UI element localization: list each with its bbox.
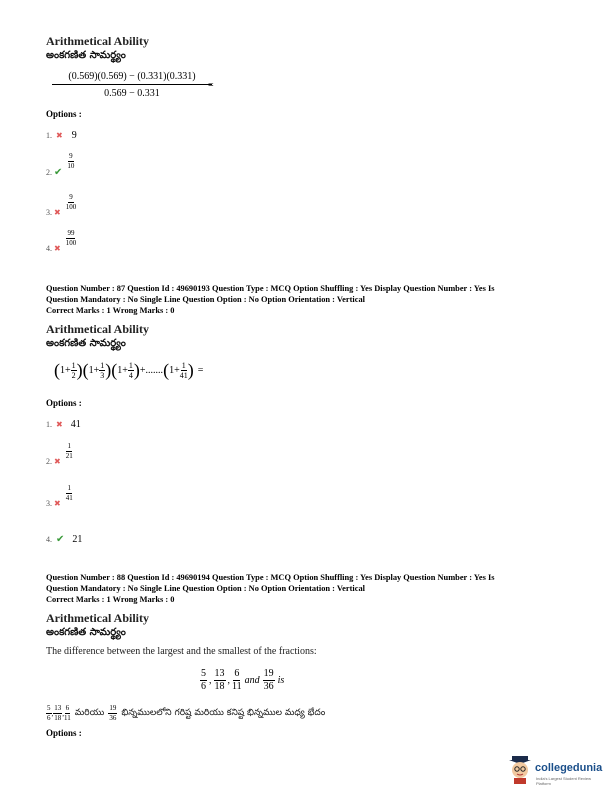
fraction-denominator: 21: [65, 452, 73, 460]
fraction-numerator: 1: [71, 361, 76, 370]
meta-line: Question Number : 88 Question Id : 49690194 Question Type : MCQ Option Shuffling : Yes Display Question Number : Yes Is: [46, 573, 495, 582]
meta-line: Question Mandatory : No Single Line Question Option : No Option Orientation : Vertical: [46, 295, 365, 304]
and-word: and: [244, 675, 260, 686]
term-one: 1: [88, 365, 94, 376]
option-number: 2.: [46, 168, 52, 177]
meta-line: Question Number : 87 Question Id : 49690193 Question Type : MCQ Option Shuffling : Yes Display Question Number : Yes Is: [46, 284, 495, 293]
fraction-denominator: 41: [65, 494, 73, 502]
term-fraction: [180, 361, 188, 380]
fraction: [200, 668, 207, 693]
option-value: 21: [72, 534, 83, 545]
plus-sign: +: [122, 365, 128, 376]
logo-name: collegedunia: [535, 762, 603, 774]
fraction-numerator: 5: [201, 668, 206, 679]
option-4: [46, 529, 82, 547]
fraction-denominator: 18: [214, 681, 225, 692]
paren-close: ): [187, 360, 194, 380]
option-value: 9: [71, 130, 77, 141]
plus-sign: +: [65, 365, 71, 376]
fraction-denominator: 41: [179, 371, 188, 380]
fraction-numerator: 6: [234, 668, 240, 679]
fraction-numerator: 5: [47, 704, 51, 712]
wrong-mark-icon: ✖: [56, 420, 63, 429]
section-title: Arithmetical Ability: [46, 322, 149, 336]
option-fraction: [66, 193, 77, 212]
fraction-denominator: 36: [109, 714, 117, 722]
fraction-denominator: 36: [263, 681, 274, 692]
ellipsis: +.......: [139, 365, 164, 376]
telugu-and: మరియు: [74, 707, 105, 718]
fraction-numerator: 9: [69, 152, 73, 160]
collegedunia-logo: [506, 754, 606, 786]
term-one: 1: [169, 365, 175, 376]
option-number: 1.: [46, 131, 52, 140]
fraction-denominator: 100: [65, 203, 77, 211]
option-number: 4.: [46, 535, 52, 544]
option-value: 41: [70, 419, 81, 430]
fraction-denominator: 6: [201, 681, 206, 692]
fraction: [53, 704, 62, 723]
fraction-denominator: 10: [67, 162, 75, 170]
option-1: [46, 414, 81, 432]
section-title-telugu: అంకగణిత సామర్థ్యం: [46, 50, 126, 61]
mascot-icon: [506, 754, 534, 784]
fraction-numerator: 9: [69, 193, 73, 201]
wrong-mark-icon: ✖: [54, 499, 61, 508]
options-label: Options :: [46, 109, 82, 119]
fraction: [108, 704, 117, 723]
section-title-telugu: అంకగణిత సామర్థ్యం: [46, 627, 126, 638]
question-text-telugu: $\frac{5}{6}$ , $\frac{13}{18}$ , $\frac{6}{11}$ మరియు $\frac{19}{36}$ భిన్నములలోని గరిష్ట మరియు కనిష్ట భిన్నముల మధ్య భేదం: [47, 704, 326, 722]
fraction: [64, 704, 71, 723]
fraction-numerator: 1: [67, 484, 71, 492]
meta-line: Correct Marks : 1 Wrong Marks : 0: [46, 306, 175, 315]
fraction-numerator: 99: [67, 229, 75, 237]
option-number: 2.: [46, 457, 52, 466]
fraction: [263, 668, 275, 693]
question-meta: [46, 283, 566, 316]
fraction-denominator: 6: [47, 714, 51, 722]
meta-line: Correct Marks : 1 Wrong Marks : 0: [46, 595, 175, 604]
option-2: [46, 152, 75, 178]
option-3: [46, 484, 73, 506]
fraction-numerator: 1: [181, 361, 186, 370]
option-3: [46, 193, 76, 215]
option-number: 1.: [46, 420, 52, 429]
option-number: 3.: [46, 208, 52, 217]
fraction-denominator: 3: [100, 371, 105, 380]
wrong-mark-icon: ✖: [54, 457, 61, 466]
paren-close: ): [105, 360, 112, 380]
option-2: [46, 442, 73, 464]
fraction-numerator: 1: [128, 361, 133, 370]
correct-mark-icon: ✔: [54, 167, 63, 178]
equals-sign: =: [197, 365, 204, 376]
options-label: Options :: [46, 728, 82, 738]
section-title: Arithmetical Ability: [46, 611, 149, 625]
paren-open: (: [111, 360, 118, 380]
fraction-list: $\frac{5}{6}$ , $\frac{13}{18}$ , $\frac{6}{11}$ and $\frac{19}{36}$ is: [201, 668, 285, 692]
wrong-mark-icon: ✖: [54, 244, 61, 253]
term-one: 1: [60, 365, 65, 376]
option-fraction: [66, 484, 73, 503]
option-fraction: [66, 442, 73, 461]
fraction: [214, 668, 226, 693]
paren-close: ): [133, 360, 140, 380]
is-word: is: [277, 675, 285, 686]
option-number: 4.: [46, 244, 52, 253]
fraction-numerator: 1: [100, 361, 105, 370]
fraction: [232, 668, 242, 693]
question-meta: [46, 572, 566, 605]
fraction-denominator: 2: [71, 371, 76, 380]
logo-tagline: India's Largest Student Review Platform: [536, 776, 592, 786]
fraction-denominator: 11: [232, 681, 242, 692]
fraction-numerator: 19: [263, 668, 274, 679]
option-number: 3.: [46, 499, 52, 508]
plus-sign: +: [174, 365, 180, 376]
option-fraction: [66, 229, 77, 248]
question-text: The difference between the largest and the smallest of the fractions:: [46, 646, 317, 657]
fraction-denominator: 100: [65, 239, 77, 247]
expression-numerator: (0.569)(0.569) − (0.331)(0.331): [52, 71, 212, 85]
section-title: Arithmetical Ability: [46, 34, 149, 48]
term-one: 1: [117, 365, 123, 376]
paren-open: (: [163, 360, 170, 380]
fraction-denominator: 4: [128, 371, 133, 380]
correct-mark-icon: ✔: [56, 534, 65, 545]
meta-line: Question Mandatory : No Single Line Question Option : No Option Orientation : Vertical: [46, 584, 365, 593]
fraction-numerator: 13: [214, 668, 225, 679]
option-4: [46, 229, 76, 251]
telugu-question: భిన్నములలోని గరిష్ట మరియు కనిష్ట భిన్నముల మధ్య భేదం: [121, 707, 326, 718]
expression-denominator: 0.569 − 0.331: [104, 88, 160, 99]
fraction-denominator: 18: [54, 714, 62, 722]
option-1: [46, 125, 77, 143]
fraction-numerator: 1: [67, 442, 71, 450]
section-title-telugu: అంకగణిత సామర్థ్యం: [46, 338, 126, 349]
product-expression: [54, 360, 203, 381]
fraction-numerator: 19: [109, 704, 117, 712]
options-label: Options :: [46, 398, 82, 408]
fraction-denominator: 11: [64, 714, 71, 722]
fraction-numerator: 6: [65, 704, 70, 712]
paren-open: (: [54, 360, 60, 380]
fraction-numerator: 13: [54, 704, 62, 712]
paren-close: ): [76, 360, 83, 380]
equals-sign: =: [208, 80, 214, 91]
paren-open: (: [82, 360, 89, 380]
question-expression: [52, 71, 212, 99]
plus-sign: +: [93, 365, 100, 376]
option-fraction: [67, 152, 74, 171]
wrong-mark-icon: ✖: [56, 131, 63, 140]
wrong-mark-icon: ✖: [54, 208, 61, 217]
